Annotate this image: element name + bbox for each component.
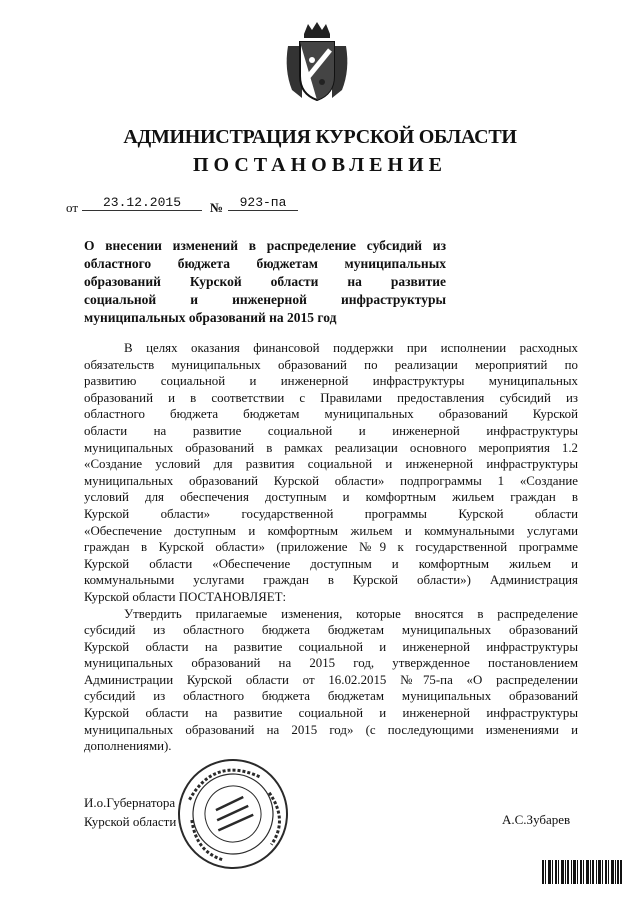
- date-label: от: [66, 200, 79, 215]
- body-line: областного бюджета бюджетам муниципальных образований Курской: [84, 407, 578, 422]
- subject-line: областного бюджета бюджетам муниципальных: [84, 256, 446, 271]
- document-date: 23.12.2015: [82, 196, 202, 211]
- signer-position-line: И.о.Губернатора: [84, 795, 176, 810]
- document-subject: [84, 237, 446, 327]
- body-line: «Обеспечение доступным и комфортным жильем и коммунальными услугами: [84, 523, 578, 538]
- body-line: муниципальных образований на 2015 год» (с последующими изменениями и: [84, 722, 578, 737]
- document-type: ПОСТАНОВЛЕНИЕ: [193, 154, 447, 176]
- body-line: области на развитие социальной и инженерной инфраструктуры: [84, 423, 578, 438]
- body-line: Курской области» государственной программы Курской области: [84, 506, 578, 521]
- coat-of-arms-icon: [282, 20, 352, 104]
- body-line: муниципальных образований Курской области» подпрограммы 1 «Создание: [84, 473, 578, 488]
- signer-name: А.С.Зубарев: [502, 812, 571, 827]
- body-line: муниципальных образований на 2015 год, утвержденное постановлением: [84, 656, 578, 671]
- document-body: [84, 340, 578, 755]
- body-line: дополнениями).: [84, 739, 172, 754]
- body-line: условий для обеспечения доступным и комфортным жильем граждан в: [84, 490, 578, 505]
- subject-line: образований Курской области на развитие: [84, 274, 446, 289]
- signer-position: [84, 793, 176, 831]
- body-line: развитию социальной и инженерной инфраструктуры муниципальных: [84, 374, 578, 389]
- body-line: Курской области на развитие социальной и инженерной инфраструктуры: [84, 639, 578, 654]
- body-line: В целях оказания финансовой поддержки при исполнении расходных: [124, 341, 578, 355]
- body-line: Курской области ПОСТАНОВЛЯЕТ:: [84, 589, 287, 604]
- agency-name: АДМИНИСТРАЦИЯ КУРСКОЙ ОБЛАСТИ: [123, 126, 517, 148]
- barcode-icon: [542, 860, 622, 884]
- subject-line: О внесении изменений в распределение субсидий из: [84, 238, 446, 253]
- body-line: муниципальных образований в рамках реализации основного мероприятия 1.2: [84, 440, 578, 455]
- body-line: Курской области «Обеспечение доступным и комфортным жильем и: [84, 556, 578, 571]
- body-line: «Создание условий для развития социальной и инженерной инфраструктуры: [84, 457, 578, 472]
- subject-line: муниципальных образований на 2015 год: [84, 310, 337, 325]
- document-number: 923-па: [228, 196, 298, 211]
- body-line: обязательств муниципальных образований по реализации мероприятий по: [84, 357, 578, 372]
- body-line: образований и в соответствии с Правилами предоставления субсидий из: [84, 390, 578, 405]
- body-line: граждан в Курской области» (приложение №9 к государственной программе: [84, 540, 578, 555]
- body-line: Утвердить прилагаемые изменения, которые вносятся в распределение: [124, 606, 578, 621]
- official-stamp-icon: [176, 757, 290, 871]
- body-line: Курской области на развитие социальной и инженерной инфраструктуры: [84, 706, 578, 721]
- body-line: Администрации Курской области от 16.02.2015 №75-па «О распределении: [84, 672, 578, 687]
- subject-line: социальной и инженерной инфраструктуры: [84, 292, 446, 307]
- body-line: субсидий из областного бюджета бюджетам муниципальных образований: [84, 689, 578, 704]
- body-line: коммунальными услугами граждан в Курской области») Администрация: [84, 573, 578, 588]
- signer-position-line: Курской области: [84, 814, 177, 829]
- number-label: №: [210, 200, 224, 215]
- body-line: субсидий из областного бюджета бюджетам муниципальных образований: [84, 623, 578, 638]
